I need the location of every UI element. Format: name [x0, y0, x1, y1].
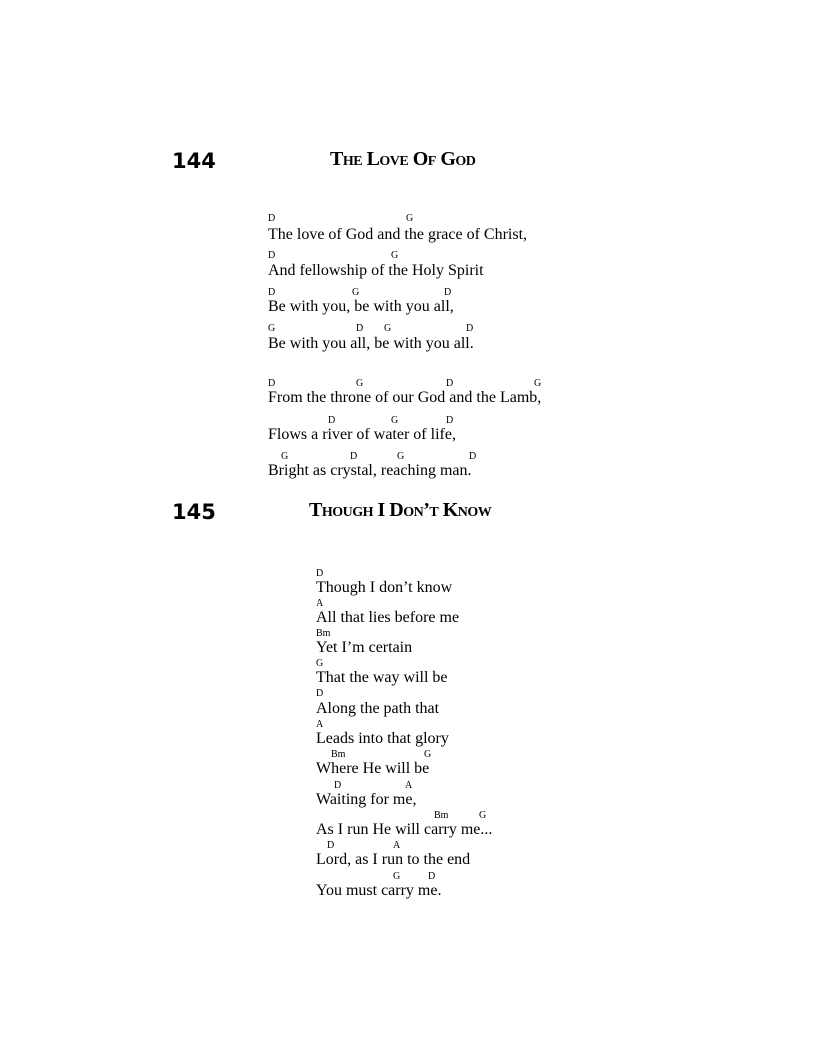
chord: D — [328, 415, 336, 426]
chord: D — [466, 323, 474, 334]
lyric-line: Though I don’t know — [316, 579, 453, 596]
chord: D — [268, 250, 276, 261]
chord: G — [406, 213, 414, 224]
chord: G — [316, 658, 324, 669]
lyric-line: You must carry me. — [316, 882, 442, 899]
chord: D — [316, 688, 324, 699]
chord: A — [316, 719, 324, 730]
lyric-line: Where He will be — [316, 760, 430, 777]
lyric-line: Lord, as I run to the end — [316, 851, 471, 868]
chord: A — [393, 840, 401, 851]
lyric-line: Along the path that — [316, 700, 440, 717]
chord: G — [352, 287, 360, 298]
chord: D — [356, 323, 364, 334]
chord: G — [356, 378, 364, 389]
chord: G — [384, 323, 392, 334]
lyric-line: Bright as crystal, reaching man. — [268, 462, 472, 479]
chord: Bm — [316, 628, 331, 639]
song-number: 145 — [172, 500, 216, 524]
chord: G — [391, 250, 399, 261]
lyric-line: From the throne of our God and the Lamb, — [268, 389, 542, 406]
lyric-line: Yet I’m certain — [316, 639, 413, 656]
lyric-line: As I run He will carry me... — [316, 821, 493, 838]
lyric-line: Leads into that glory — [316, 730, 449, 747]
chord: G — [268, 323, 276, 334]
song-number: 144 — [172, 149, 216, 173]
lyric-line: And fellowship of the Holy Spirit — [268, 262, 484, 279]
chord: A — [405, 780, 413, 791]
chord: D — [316, 568, 324, 579]
chord: D — [268, 213, 276, 224]
song-title: Though I Don’t Know — [309, 499, 492, 521]
chord: D — [446, 378, 454, 389]
lyric-line: All that lies before me — [316, 609, 460, 626]
chord: G — [424, 749, 432, 760]
chord: D — [334, 780, 342, 791]
lyric-line: That the way will be — [316, 669, 448, 686]
chord: G — [393, 871, 401, 882]
chord: G — [534, 378, 542, 389]
chord: A — [316, 598, 324, 609]
chord: D — [268, 287, 276, 298]
chord: D — [268, 378, 276, 389]
song-title: The Love Of God — [330, 148, 476, 170]
chord: Bm — [434, 810, 449, 821]
chord: Bm — [331, 749, 346, 760]
chord: D — [446, 415, 454, 426]
lyric-line: Be with you all, be with you all. — [268, 335, 474, 352]
chord: G — [397, 451, 405, 462]
lyric-line: Be with you, be with you all, — [268, 298, 454, 315]
lyric-line: Waiting for me, — [316, 791, 417, 808]
chord: G — [479, 810, 487, 821]
chord: D — [469, 451, 477, 462]
chord: D — [428, 871, 436, 882]
chord: G — [281, 451, 289, 462]
chord: D — [444, 287, 452, 298]
lyric-line: Flows a river of water of life, — [268, 426, 456, 443]
lyric-line: The love of God and the grace of Christ, — [268, 226, 528, 243]
chord: D — [350, 451, 358, 462]
chord: D — [327, 840, 335, 851]
chord: G — [391, 415, 399, 426]
